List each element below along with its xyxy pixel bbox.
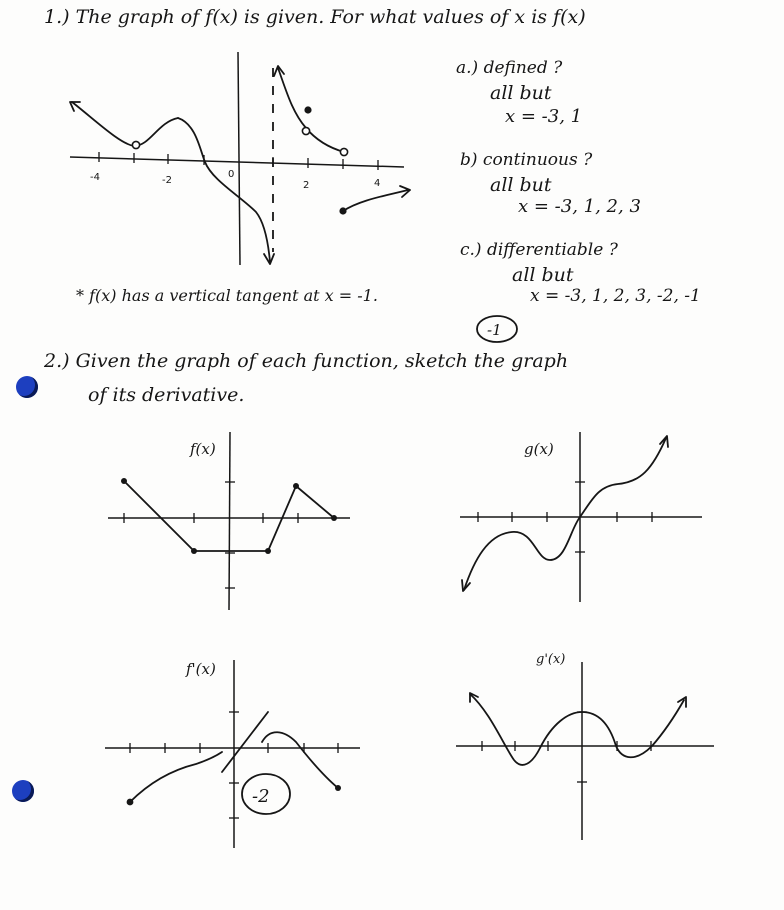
open-point-neg3 — [132, 141, 139, 148]
part-c-answer-2: x = -3, 1, 2, 3, -2, -1 — [530, 286, 701, 306]
fprime-graph-curve-left — [130, 752, 222, 802]
f-curve-far-right — [343, 190, 408, 211]
tick-label-neg2: -2 — [162, 175, 172, 186]
graph-gprime-label: g'(x) — [536, 652, 566, 667]
graph-gprime — [456, 662, 714, 840]
tick-label-neg4: -4 — [90, 172, 100, 183]
part-a-answer-2: x = -3, 1 — [505, 106, 583, 127]
problem2-prompt-line1: 2.) Given the graph of each function, sketch the graph — [44, 350, 569, 372]
open-point-2 — [302, 127, 309, 134]
g-graph-curve — [464, 438, 666, 590]
tick-label-2: 2 — [303, 180, 310, 191]
filled-point-2 — [304, 106, 311, 113]
part-b-answer-1: all but — [490, 174, 552, 196]
part-c-label: c.) differentiable ? — [460, 240, 618, 260]
f-curve-middle — [178, 118, 270, 262]
score-2-text: -2 — [252, 786, 270, 807]
part-c-answer-1: all but — [512, 264, 574, 286]
graph-f — [108, 432, 350, 610]
vertical-tangent-note: * f(x) has a vertical tangent at x = -1. — [76, 286, 378, 305]
tick-label-0: 0 — [228, 169, 235, 180]
score-1-text: -1 — [487, 321, 502, 339]
tick-label-4: 4 — [374, 178, 381, 189]
gprime-graph-curve — [470, 694, 684, 765]
open-point-3 — [340, 148, 347, 155]
score-circle-2 — [238, 770, 294, 818]
graph-g-label: g(x) — [524, 440, 554, 458]
graph-f-label: f(x) — [190, 440, 216, 458]
part-b-label: b) continuous ? — [460, 150, 593, 170]
part-a-answer-1: all but — [490, 82, 552, 104]
f-curve-left — [72, 102, 178, 146]
problem1-prompt: 1.) The graph of f(x) is given. For what values of x is f(x) — [44, 6, 586, 28]
part-a-label: a.) defined ? — [456, 58, 563, 78]
graph-g — [460, 432, 702, 602]
graph-fprime-label: f'(x) — [186, 660, 216, 678]
part-b-answer-2: x = -3, 1, 2, 3 — [518, 196, 641, 217]
graph-fprime — [105, 660, 360, 848]
problem2-prompt-line2: of its derivative. — [88, 384, 245, 406]
